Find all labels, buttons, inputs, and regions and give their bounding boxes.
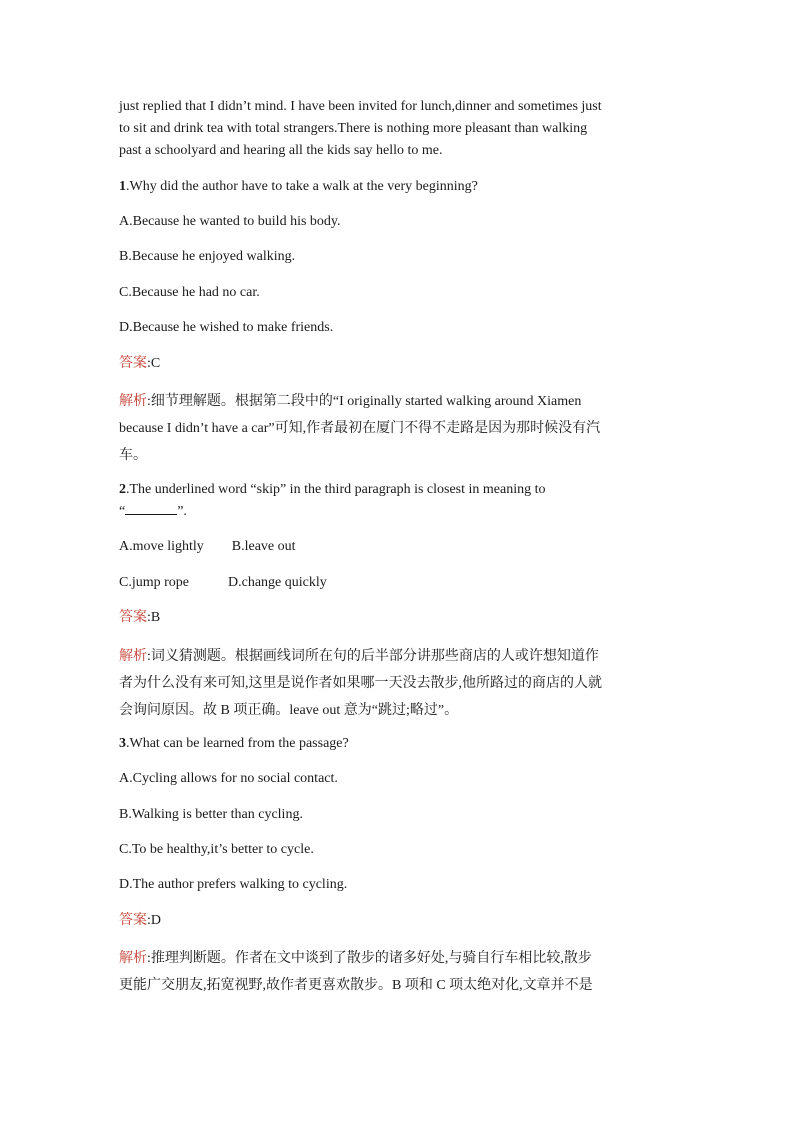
q1-option-c: C.Because he had no car.: [119, 285, 260, 300]
q2-option-b: B.leave out: [231, 539, 296, 554]
q3-option-c: C.To be healthy,it’s better to cycle.: [119, 842, 314, 857]
explanation-line: 车。: [119, 448, 147, 463]
question-2: [119, 479, 546, 501]
q2-option-a: A.move lightly: [119, 539, 204, 554]
answer-label: 答案: [119, 610, 147, 625]
q3-option-d: D.The author prefers walking to cycling.: [119, 877, 348, 892]
q2-option-c: C.jump rope: [119, 575, 189, 590]
answer-blank: [125, 502, 177, 515]
explanation-label: 解析: [119, 951, 147, 966]
explanation-text: :推理判断题。作者在文中谈到了散步的诸多好处,与骑自行车相比较,散步: [147, 951, 592, 966]
question-number: 3: [119, 736, 126, 751]
explanation-label: 解析: [119, 394, 147, 409]
answer-label: 答案: [119, 356, 147, 371]
q2-options-row-2: [119, 572, 327, 594]
explanation-line: 会询问原因。故 B 项正确。leave out 意为“跳过;略过”。: [119, 703, 459, 718]
question-text: .The underlined word “skip” in the third paragraph is closest in meaning to: [126, 482, 546, 497]
q3-answer: [119, 910, 161, 932]
q3-option-b: B.Walking is better than cycling.: [119, 807, 303, 822]
q2-options-row-1: [119, 536, 296, 558]
answer-label: 答案: [119, 913, 147, 928]
q3-explanation: [119, 945, 679, 999]
q1-answer: [119, 353, 160, 375]
passage-text: [119, 96, 679, 162]
explanation-text: :细节理解题。根据第二段中的“I originally started walking around Xiamen: [147, 394, 582, 409]
question-text: .What can be learned from the passage?: [126, 736, 349, 751]
passage-line: just replied that I didn’t mind. I have been invited for lunch,dinner and sometimes just: [119, 99, 602, 114]
question-2-line2: [119, 501, 187, 523]
explanation-line: [119, 945, 679, 972]
question-number: 2: [119, 482, 126, 497]
explanation-line: [119, 643, 679, 670]
q2-explanation: [119, 643, 679, 724]
explanation-line: because I didn’t have a car”可知,作者最初在厦门不得不走路是因为那时候没有汽: [119, 421, 601, 436]
answer-value: :D: [147, 913, 161, 928]
question-text: .Why did the author have to take a walk at the very beginning?: [126, 179, 478, 194]
q2-option-d: D.change quickly: [228, 575, 327, 590]
explanation-label: 解析: [119, 649, 147, 664]
q1-option-d: D.Because he wished to make friends.: [119, 320, 334, 335]
explanation-text: :词义猜测题。根据画线词所在句的后半部分讲那些商店的人或许想知道作: [147, 649, 599, 664]
question-1: [119, 176, 478, 198]
quote-open: “: [119, 504, 126, 519]
quote-close: ”.: [177, 504, 187, 519]
explanation-line: [119, 388, 679, 415]
question-3: [119, 733, 349, 755]
answer-value: :C: [147, 356, 161, 371]
q3-option-a: A.Cycling allows for no social contact.: [119, 771, 338, 786]
q2-answer: [119, 607, 160, 629]
explanation-line: 更能广交朋友,拓宽视野,故作者更喜欢散步。B 项和 C 项太绝对化,文章并不是: [119, 978, 593, 993]
answer-value: :B: [147, 610, 161, 625]
explanation-line: 者为什么没有来可知,这里是说作者如果哪一天没去散步,他所路过的商店的人就: [119, 676, 602, 691]
q1-option-b: B.Because he enjoyed walking.: [119, 249, 296, 264]
passage-line: past a schoolyard and hearing all the kids say hello to me.: [119, 143, 443, 158]
q1-explanation: [119, 388, 679, 469]
q1-option-a: A.Because he wanted to build his body.: [119, 214, 341, 229]
passage-line: to sit and drink tea with total strangers.There is nothing more pleasant than walking: [119, 121, 588, 136]
question-number: 1: [119, 179, 126, 194]
